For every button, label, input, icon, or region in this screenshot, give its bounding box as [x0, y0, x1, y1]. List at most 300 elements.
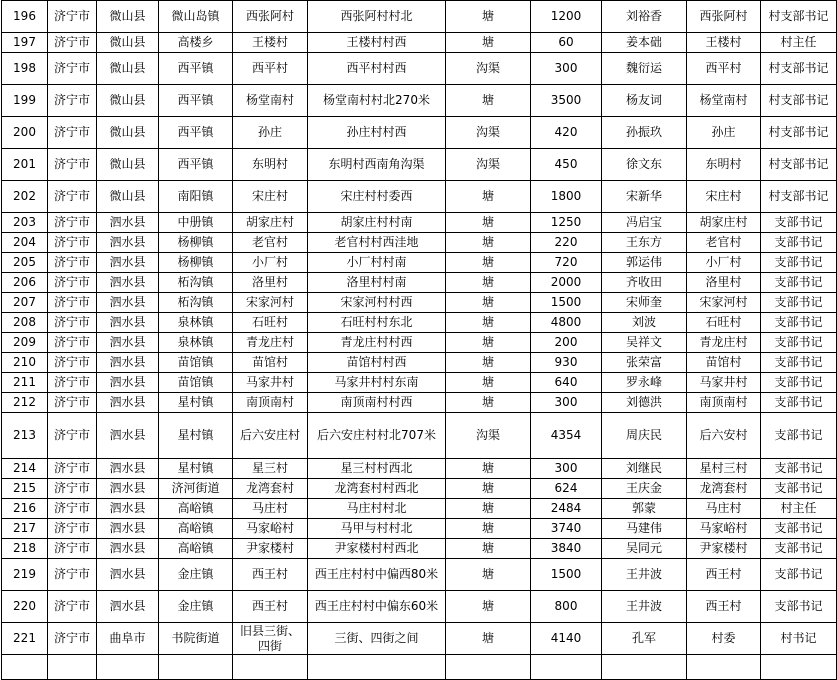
cell-person: 吴同元 [602, 539, 687, 559]
cell-position: 村支部书记 [761, 149, 837, 181]
cell-position: 支部书记 [761, 233, 837, 253]
cell-city: 济宁市 [48, 149, 97, 181]
cell-location: 王楼村村西 [308, 33, 446, 53]
cell-person: 齐收田 [602, 273, 687, 293]
cell-city: 济宁市 [48, 213, 97, 233]
cell-county [97, 655, 159, 680]
cell-no: 210 [2, 353, 48, 373]
cell-county: 微山县 [97, 117, 159, 149]
cell-unit: 宋庄村 [687, 181, 761, 213]
cell-no [2, 655, 48, 680]
cell-city: 济宁市 [48, 539, 97, 559]
cell-city: 济宁市 [48, 1, 97, 33]
cell-location: 宋庄村村委西 [308, 181, 446, 213]
cell-area: 200 [531, 333, 602, 353]
cell-area [531, 655, 602, 680]
table-row [2, 479, 837, 499]
cell-area: 640 [531, 373, 602, 393]
cell-type: 塘 [446, 333, 531, 353]
cell-town: 柘沟镇 [159, 293, 233, 313]
cell-person: 吴祥文 [602, 333, 687, 353]
cell-area: 3500 [531, 85, 602, 117]
cell-city: 济宁市 [48, 117, 97, 149]
cell-person: 宋新华 [602, 181, 687, 213]
cell-unit: 星村三村 [687, 459, 761, 479]
cell-location: 西平村村西 [308, 53, 446, 85]
cell-area: 4140 [531, 623, 602, 655]
table-row [2, 33, 837, 53]
cell-city: 济宁市 [48, 85, 97, 117]
cell-position: 村支部书记 [761, 117, 837, 149]
cell-village: 马庄村 [233, 499, 308, 519]
cell-county: 泗水县 [97, 479, 159, 499]
cell-unit: 尹家楼村 [687, 539, 761, 559]
cell-no: 199 [2, 85, 48, 117]
cell-town: 西平镇 [159, 117, 233, 149]
cell-unit: 孙庄 [687, 117, 761, 149]
cell-position: 支部书记 [761, 333, 837, 353]
cell-position: 支部书记 [761, 353, 837, 373]
table-row [2, 117, 837, 149]
cell-village: 宋家河村 [233, 293, 308, 313]
cell-area: 450 [531, 149, 602, 181]
cell-type: 塘 [446, 479, 531, 499]
cell-town: 西平镇 [159, 149, 233, 181]
cell-position: 村主任 [761, 33, 837, 53]
cell-person: 马建伟 [602, 519, 687, 539]
cell-location: 苗馆村村西 [308, 353, 446, 373]
cell-unit: 青龙庄村 [687, 333, 761, 353]
cell-county: 泗水县 [97, 373, 159, 393]
table-row [2, 413, 837, 459]
cell-unit: 王楼村 [687, 33, 761, 53]
cell-person: 刘继民 [602, 459, 687, 479]
cell-no: 207 [2, 293, 48, 313]
cell-type [446, 655, 531, 680]
cell-no: 212 [2, 393, 48, 413]
cell-area: 220 [531, 233, 602, 253]
cell-no: 204 [2, 233, 48, 253]
cell-type: 沟渠 [446, 53, 531, 85]
cell-unit: 洛里村 [687, 273, 761, 293]
cell-no: 211 [2, 373, 48, 393]
cell-town: 微山岛镇 [159, 1, 233, 33]
cell-position: 村支部书记 [761, 1, 837, 33]
cell-no: 205 [2, 253, 48, 273]
cell-person: 孙振玖 [602, 117, 687, 149]
cell-no: 218 [2, 539, 48, 559]
cell-unit: 石旺村 [687, 313, 761, 333]
cell-village: 石旺村 [233, 313, 308, 333]
cell-location: 后六安庄村村北707米 [308, 413, 446, 459]
cell-unit: 小厂村 [687, 253, 761, 273]
cell-unit: 西王村 [687, 591, 761, 623]
cell-area: 300 [531, 53, 602, 85]
cell-county: 微山县 [97, 33, 159, 53]
cell-unit: 东明村 [687, 149, 761, 181]
cell-location: 南顶南村村西 [308, 393, 446, 413]
cell-town: 金庄镇 [159, 591, 233, 623]
cell-city: 济宁市 [48, 33, 97, 53]
cell-type: 塘 [446, 623, 531, 655]
cell-town [159, 655, 233, 680]
cell-location: 孙庄村村西 [308, 117, 446, 149]
cell-city: 济宁市 [48, 333, 97, 353]
cell-county: 泗水县 [97, 313, 159, 333]
cell-town: 高楼乡 [159, 33, 233, 53]
cell-unit: 西平村 [687, 53, 761, 85]
cell-unit: 西张阿村 [687, 1, 761, 33]
table-row [2, 539, 837, 559]
cell-area: 624 [531, 479, 602, 499]
cell-village: 西王村 [233, 591, 308, 623]
cell-type: 塘 [446, 591, 531, 623]
cell-area: 3740 [531, 519, 602, 539]
cell-location: 杨堂南村村北270米 [308, 85, 446, 117]
cell-village: 东明村 [233, 149, 308, 181]
cell-unit [687, 655, 761, 680]
cell-position: 支部书记 [761, 479, 837, 499]
cell-no: 217 [2, 519, 48, 539]
cell-position: 支部书记 [761, 373, 837, 393]
cell-town: 金庄镇 [159, 559, 233, 591]
cell-county: 泗水县 [97, 591, 159, 623]
cell-person: 冯启宝 [602, 213, 687, 233]
cell-type: 塘 [446, 181, 531, 213]
cell-unit: 苗馆村 [687, 353, 761, 373]
cell-city: 济宁市 [48, 519, 97, 539]
cell-town: 泉林镇 [159, 333, 233, 353]
cell-type: 塘 [446, 313, 531, 333]
cell-village: 西张阿村 [233, 1, 308, 33]
cell-village: 龙湾套村 [233, 479, 308, 499]
cell-location: 青龙庄村村西 [308, 333, 446, 353]
cell-county: 泗水县 [97, 499, 159, 519]
cell-county: 泗水县 [97, 253, 159, 273]
cell-type: 塘 [446, 213, 531, 233]
cell-location: 东明村西南角沟渠 [308, 149, 446, 181]
cell-location: 胡家庄村村南 [308, 213, 446, 233]
cell-person [602, 655, 687, 680]
cell-county: 微山县 [97, 181, 159, 213]
cell-person: 张荣富 [602, 353, 687, 373]
cell-area: 1250 [531, 213, 602, 233]
cell-area: 2000 [531, 273, 602, 293]
cell-town: 柘沟镇 [159, 273, 233, 293]
cell-person: 孔军 [602, 623, 687, 655]
cell-no: 213 [2, 413, 48, 459]
table-row [2, 519, 837, 539]
table-row [2, 333, 837, 353]
cell-county: 泗水县 [97, 519, 159, 539]
cell-county: 泗水县 [97, 273, 159, 293]
cell-position: 村支部书记 [761, 85, 837, 117]
cell-area: 3840 [531, 539, 602, 559]
cell-unit: 龙湾套村 [687, 479, 761, 499]
cell-area: 1500 [531, 293, 602, 313]
cell-county: 泗水县 [97, 213, 159, 233]
cell-town: 西平镇 [159, 85, 233, 117]
table-row [2, 393, 837, 413]
table-row [2, 459, 837, 479]
table-row [2, 373, 837, 393]
cell-location: 西王庄村村中偏西80米 [308, 559, 446, 591]
table-row [2, 213, 837, 233]
table-row [2, 85, 837, 117]
cell-county: 曲阜市 [97, 623, 159, 655]
cell-position: 支部书记 [761, 559, 837, 591]
cell-area: 800 [531, 591, 602, 623]
cell-area: 60 [531, 33, 602, 53]
cell-position: 支部书记 [761, 413, 837, 459]
cell-town: 星村镇 [159, 459, 233, 479]
cell-unit: 马庄村 [687, 499, 761, 519]
table-row [2, 499, 837, 519]
cell-town: 星村镇 [159, 413, 233, 459]
cell-town: 高峪镇 [159, 539, 233, 559]
cell-town: 西平镇 [159, 53, 233, 85]
cell-position: 支部书记 [761, 293, 837, 313]
cell-no: 198 [2, 53, 48, 85]
cell-no: 197 [2, 33, 48, 53]
cell-person: 王井波 [602, 591, 687, 623]
cell-village: 宋庄村 [233, 181, 308, 213]
cell-village: 西平村 [233, 53, 308, 85]
cell-no: 201 [2, 149, 48, 181]
cell-county: 微山县 [97, 53, 159, 85]
cell-type: 塘 [446, 33, 531, 53]
cell-position [761, 655, 837, 680]
cell-type: 塘 [446, 519, 531, 539]
cell-type: 塘 [446, 373, 531, 393]
cell-unit: 老官村 [687, 233, 761, 253]
table-row [2, 655, 837, 680]
cell-type: 塘 [446, 393, 531, 413]
cell-village: 西王村 [233, 559, 308, 591]
cell-location [308, 655, 446, 680]
cell-town: 杨柳镇 [159, 253, 233, 273]
cell-no: 221 [2, 623, 48, 655]
cell-position: 村支部书记 [761, 181, 837, 213]
cell-village: 洛里村 [233, 273, 308, 293]
cell-location: 小厂村村南 [308, 253, 446, 273]
cell-town: 高峪镇 [159, 519, 233, 539]
cell-no: 209 [2, 333, 48, 353]
cell-area: 2484 [531, 499, 602, 519]
cell-unit: 胡家庄村 [687, 213, 761, 233]
cell-county: 微山县 [97, 149, 159, 181]
cell-village [233, 655, 308, 680]
cell-city: 济宁市 [48, 293, 97, 313]
cell-position: 支部书记 [761, 253, 837, 273]
cell-unit: 马家峪村 [687, 519, 761, 539]
cell-location: 马庄村村北 [308, 499, 446, 519]
cell-person: 周庆民 [602, 413, 687, 459]
cell-village: 南顶南村 [233, 393, 308, 413]
cell-village: 老官村 [233, 233, 308, 253]
cell-area: 4800 [531, 313, 602, 333]
cell-county: 泗水县 [97, 293, 159, 313]
cell-person: 刘波 [602, 313, 687, 333]
data-table [1, 0, 837, 680]
cell-unit: 马家井村 [687, 373, 761, 393]
cell-city: 济宁市 [48, 393, 97, 413]
cell-city: 济宁市 [48, 591, 97, 623]
table-row [2, 313, 837, 333]
cell-no: 206 [2, 273, 48, 293]
cell-town: 济河街道 [159, 479, 233, 499]
cell-person: 姜本础 [602, 33, 687, 53]
cell-person: 王井波 [602, 559, 687, 591]
cell-county: 泗水县 [97, 393, 159, 413]
cell-town: 苗馆镇 [159, 353, 233, 373]
cell-city: 济宁市 [48, 499, 97, 519]
cell-location: 星三村村西北 [308, 459, 446, 479]
cell-position: 支部书记 [761, 539, 837, 559]
cell-person: 罗永峰 [602, 373, 687, 393]
cell-type: 沟渠 [446, 117, 531, 149]
cell-village: 马家峪村 [233, 519, 308, 539]
cell-area: 1200 [531, 1, 602, 33]
cell-position: 村主任 [761, 499, 837, 519]
cell-unit: 南顶南村 [687, 393, 761, 413]
cell-village: 后六安庄村 [233, 413, 308, 459]
cell-area: 300 [531, 459, 602, 479]
table-row [2, 559, 837, 591]
table-row [2, 623, 837, 655]
cell-city [48, 655, 97, 680]
cell-city: 济宁市 [48, 353, 97, 373]
cell-position: 支部书记 [761, 459, 837, 479]
table-row [2, 149, 837, 181]
table-row [2, 53, 837, 85]
cell-area: 930 [531, 353, 602, 373]
table-row [2, 293, 837, 313]
cell-type: 塘 [446, 1, 531, 33]
cell-position: 支部书记 [761, 313, 837, 333]
cell-position: 支部书记 [761, 273, 837, 293]
cell-town: 泉林镇 [159, 313, 233, 333]
cell-town: 苗馆镇 [159, 373, 233, 393]
cell-village: 杨堂南村 [233, 85, 308, 117]
cell-city: 济宁市 [48, 53, 97, 85]
table-row [2, 273, 837, 293]
cell-county: 泗水县 [97, 333, 159, 353]
cell-village: 马家井村 [233, 373, 308, 393]
cell-person: 刘裕香 [602, 1, 687, 33]
cell-location: 西王庄村村中偏东60米 [308, 591, 446, 623]
cell-city: 济宁市 [48, 459, 97, 479]
cell-location: 老官村村西洼地 [308, 233, 446, 253]
cell-county: 泗水县 [97, 539, 159, 559]
cell-area: 420 [531, 117, 602, 149]
cell-county: 微山县 [97, 1, 159, 33]
cell-position: 支部书记 [761, 213, 837, 233]
cell-city: 济宁市 [48, 313, 97, 333]
cell-village: 孙庄 [233, 117, 308, 149]
cell-type: 塘 [446, 253, 531, 273]
table-body [2, 1, 837, 680]
cell-county: 泗水县 [97, 233, 159, 253]
cell-type: 塘 [446, 353, 531, 373]
cell-no: 203 [2, 213, 48, 233]
cell-no: 220 [2, 591, 48, 623]
cell-city: 济宁市 [48, 373, 97, 393]
cell-town: 星村镇 [159, 393, 233, 413]
cell-city: 济宁市 [48, 623, 97, 655]
cell-village: 尹家楼村 [233, 539, 308, 559]
table-row [2, 181, 837, 213]
cell-city: 济宁市 [48, 559, 97, 591]
table-row [2, 591, 837, 623]
cell-person: 郭蒙 [602, 499, 687, 519]
cell-type: 塘 [446, 559, 531, 591]
cell-city: 济宁市 [48, 273, 97, 293]
cell-no: 196 [2, 1, 48, 33]
cell-city: 济宁市 [48, 413, 97, 459]
cell-village: 旧县三街、四街 [233, 623, 308, 655]
cell-type: 塘 [446, 459, 531, 479]
cell-position: 支部书记 [761, 519, 837, 539]
cell-person: 魏衍运 [602, 53, 687, 85]
cell-area: 300 [531, 393, 602, 413]
cell-county: 泗水县 [97, 353, 159, 373]
cell-area: 1800 [531, 181, 602, 213]
cell-town: 南阳镇 [159, 181, 233, 213]
cell-location: 龙湾套村村西北 [308, 479, 446, 499]
cell-county: 泗水县 [97, 413, 159, 459]
cell-area: 720 [531, 253, 602, 273]
cell-village: 胡家庄村 [233, 213, 308, 233]
cell-person: 王东方 [602, 233, 687, 253]
cell-county: 微山县 [97, 85, 159, 117]
cell-type: 沟渠 [446, 413, 531, 459]
cell-type: 沟渠 [446, 149, 531, 181]
cell-no: 202 [2, 181, 48, 213]
cell-location: 马甲与村村北 [308, 519, 446, 539]
cell-position: 支部书记 [761, 393, 837, 413]
cell-location: 宋家河村村西 [308, 293, 446, 313]
cell-area: 4354 [531, 413, 602, 459]
cell-city: 济宁市 [48, 233, 97, 253]
cell-unit: 杨堂南村 [687, 85, 761, 117]
cell-no: 215 [2, 479, 48, 499]
cell-unit: 后六安村 [687, 413, 761, 459]
cell-location: 马家井村村东南 [308, 373, 446, 393]
cell-area: 1500 [531, 559, 602, 591]
cell-type: 塘 [446, 273, 531, 293]
table-row [2, 253, 837, 273]
cell-person: 王庆金 [602, 479, 687, 499]
cell-village: 青龙庄村 [233, 333, 308, 353]
cell-type: 塘 [446, 233, 531, 253]
cell-location: 洛里村村南 [308, 273, 446, 293]
cell-no: 216 [2, 499, 48, 519]
cell-city: 济宁市 [48, 181, 97, 213]
cell-county: 泗水县 [97, 459, 159, 479]
cell-no: 200 [2, 117, 48, 149]
cell-unit: 西王村 [687, 559, 761, 591]
cell-town: 杨柳镇 [159, 233, 233, 253]
cell-position: 村书记 [761, 623, 837, 655]
cell-village: 苗馆村 [233, 353, 308, 373]
cell-person: 宋师奎 [602, 293, 687, 313]
cell-village: 王楼村 [233, 33, 308, 53]
cell-town: 高峪镇 [159, 499, 233, 519]
cell-no: 219 [2, 559, 48, 591]
cell-position: 支部书记 [761, 591, 837, 623]
cell-unit: 村委 [687, 623, 761, 655]
